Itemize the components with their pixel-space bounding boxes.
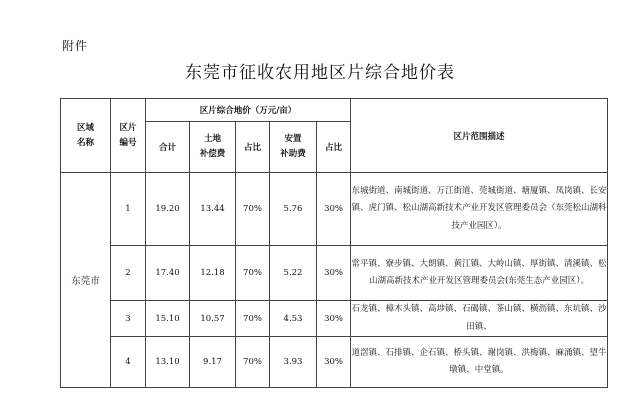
header-region-line2: 名称 [76,137,94,148]
resettle-ratio-cell: 30% [317,246,351,301]
header-land-comp-line2: 补偿费 [199,149,226,159]
scope-cell: 常平镇、寮步镇、大朗镇、黄江镇、大岭山镇、厚街镇、清溪镇、松山湖高新技术产业开发区管理委员会(东莞生态产业园区）。 [351,246,608,301]
land-ratio-cell: 70% [236,301,270,337]
total-cell: 15.10 [146,301,190,337]
header-land-comp-line1: 土地 [203,134,221,144]
header-land-ratio: 占比 [236,122,270,173]
land-comp-cell: 12.18 [190,246,236,301]
resettle-ratio-cell: 30% [317,301,351,337]
header-resettle-line1: 安置 [284,134,302,144]
land-comp-cell: 13.44 [190,173,236,246]
land-ratio-cell: 70% [236,173,270,246]
header-resettle-ratio: 占比 [317,122,351,173]
resettle-cell: 5.76 [270,173,317,246]
header-zone-id-line1: 区片 [119,122,137,133]
land-comp-cell: 9.17 [190,337,236,388]
region-name-cell: 东莞市 [61,173,111,388]
zone-id-cell: 1 [111,173,146,246]
header-resettle [270,122,317,173]
zone-id-cell: 3 [111,301,146,337]
resettle-ratio-cell: 30% [317,337,351,388]
resettle-cell: 4.53 [270,301,317,337]
table-row [61,173,608,246]
header-price-group: 区片综合地价（万元/亩） [146,99,351,122]
zone-id-cell: 2 [111,246,146,301]
land-price-table [60,98,608,388]
header-region-line1: 区域 [76,122,94,133]
zone-id-cell: 4 [111,337,146,388]
resettle-cell: 3.93 [270,337,317,388]
table-row [61,301,608,337]
header-region [61,99,111,173]
header-zone-id [111,99,146,173]
table-row [61,246,608,301]
header-total: 合计 [146,122,190,173]
resettle-cell: 5.22 [270,246,317,301]
header-row-top [61,99,608,122]
scope-cell: 东城街道、南城街道、万江街道、莞城街道、塘厦镇、凤岗镇、长安镇、虎门镇、松山湖高新技术产业开发区管理委员会（东莞松山湖科技产业园区）。 [351,173,608,246]
document-title: 东莞市征收农用地区片综合地价表 [185,63,455,83]
land-ratio-cell: 70% [236,246,270,301]
attachment-label: 附件 [62,39,89,53]
table-row [61,337,608,388]
scope-cell: 石龙镇、樟木头镇、高埗镇、石碣镇、茶山镇、横沥镇、东坑镇、沙田镇、 [351,301,608,337]
total-cell: 13.10 [146,337,190,388]
resettle-ratio-cell: 30% [317,173,351,246]
header-zone-id-line2: 编号 [119,137,137,148]
land-comp-cell: 10.57 [190,301,236,337]
total-cell: 19.20 [146,173,190,246]
land-ratio-cell: 70% [236,337,270,388]
scope-cell: 道滘镇、石排镇、企石镇、桥头镇、谢岗镇、洪梅镇、麻涌镇、望牛墩镇、中堂镇。 [351,337,608,388]
header-scope: 区片范围描述 [351,99,608,173]
header-land-comp [190,122,236,173]
header-resettle-line2: 补助费 [280,149,306,159]
total-cell: 17.40 [146,246,190,301]
